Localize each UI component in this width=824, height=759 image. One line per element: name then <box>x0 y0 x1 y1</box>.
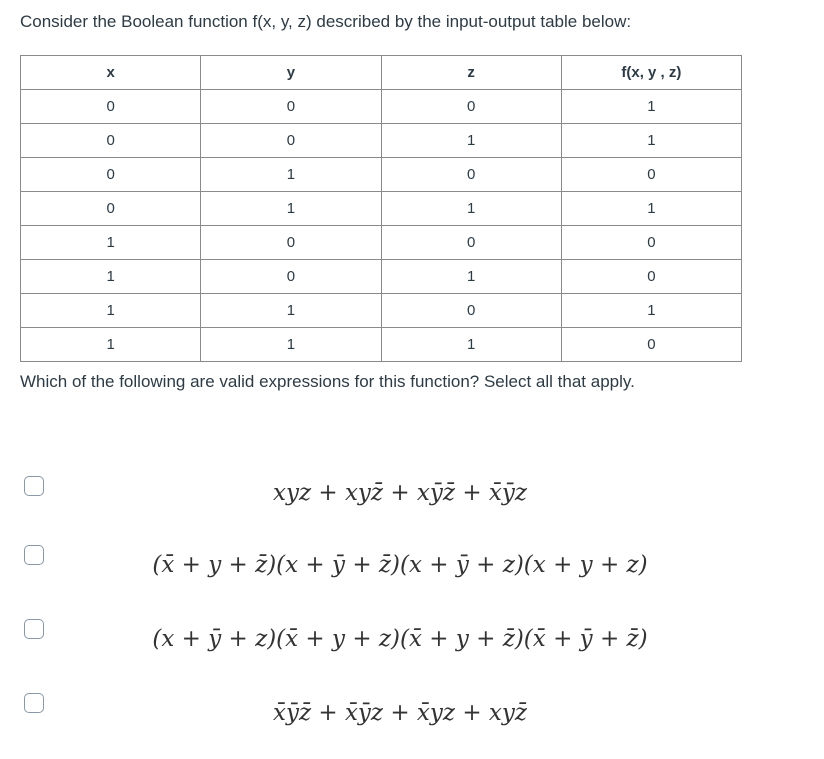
table-row <box>21 328 742 362</box>
cell: 0 <box>201 90 381 124</box>
cell: 0 <box>21 158 201 192</box>
table-row <box>21 294 742 328</box>
table-row <box>21 260 742 294</box>
option-1-checkbox[interactable] <box>24 476 44 496</box>
cell: 1 <box>561 90 741 124</box>
cell: 0 <box>561 260 741 294</box>
table-header-row <box>21 56 742 90</box>
cell: 0 <box>201 226 381 260</box>
cell: 0 <box>21 90 201 124</box>
cell: 1 <box>381 328 561 362</box>
cell: 1 <box>561 124 741 158</box>
option-4-expression: x̄ȳz̄ + x̄ȳz + x̄yz + xyz̄ <box>272 700 527 726</box>
cell: 1 <box>381 260 561 294</box>
cell: 0 <box>561 328 741 362</box>
cell: 1 <box>21 328 201 362</box>
cell: 0 <box>21 124 201 158</box>
table-row <box>21 192 742 226</box>
cell: 1 <box>21 260 201 294</box>
header-f: f(x, y , z) <box>561 56 741 90</box>
cell: 1 <box>201 294 381 328</box>
header-z: z <box>381 56 561 90</box>
cell: 1 <box>201 192 381 226</box>
cell: 0 <box>381 294 561 328</box>
option-2-expression: (x̄ + y + z̄)(x + ȳ + z̄)(x + ȳ + z)(x + y + z) <box>152 552 648 578</box>
header-y: y <box>201 56 381 90</box>
cell: 1 <box>381 124 561 158</box>
cell: 1 <box>381 192 561 226</box>
question-prompt: Consider the Boolean function f(x, y, z) described by the input-output table below: <box>20 12 632 31</box>
cell: 1 <box>21 226 201 260</box>
cell: 0 <box>381 158 561 192</box>
table-row <box>21 226 742 260</box>
answer-option-4[interactable] <box>0 690 824 740</box>
cell: 0 <box>381 90 561 124</box>
answer-option-3[interactable] <box>0 616 824 666</box>
option-2-checkbox[interactable] <box>24 545 44 565</box>
answer-option-1[interactable] <box>0 470 824 520</box>
cell: 1 <box>201 328 381 362</box>
cell: 1 <box>561 294 741 328</box>
cell: 0 <box>561 226 741 260</box>
cell: 0 <box>21 192 201 226</box>
cell: 1 <box>561 192 741 226</box>
table-row <box>21 90 742 124</box>
option-1-expression: xyz + xyz̄ + xȳz̄ + x̄ȳz <box>272 480 527 506</box>
cell: 0 <box>381 226 561 260</box>
option-4-checkbox[interactable] <box>24 693 44 713</box>
cell: 0 <box>201 260 381 294</box>
cell: 0 <box>561 158 741 192</box>
truth-table <box>20 55 742 362</box>
table-row <box>21 158 742 192</box>
cell: 0 <box>201 124 381 158</box>
cell: 1 <box>201 158 381 192</box>
option-3-checkbox[interactable] <box>24 619 44 639</box>
cell: 1 <box>21 294 201 328</box>
question-instruction: Which of the following are valid expressions for this function? Select all that apply. <box>20 372 635 391</box>
answer-option-2[interactable] <box>0 542 824 592</box>
option-3-expression: (x + ȳ + z)(x̄ + y + z)(x̄ + y + z̄)(x̄ + ȳ + z̄) <box>152 626 648 652</box>
table-row <box>21 124 742 158</box>
header-x: x <box>21 56 201 90</box>
